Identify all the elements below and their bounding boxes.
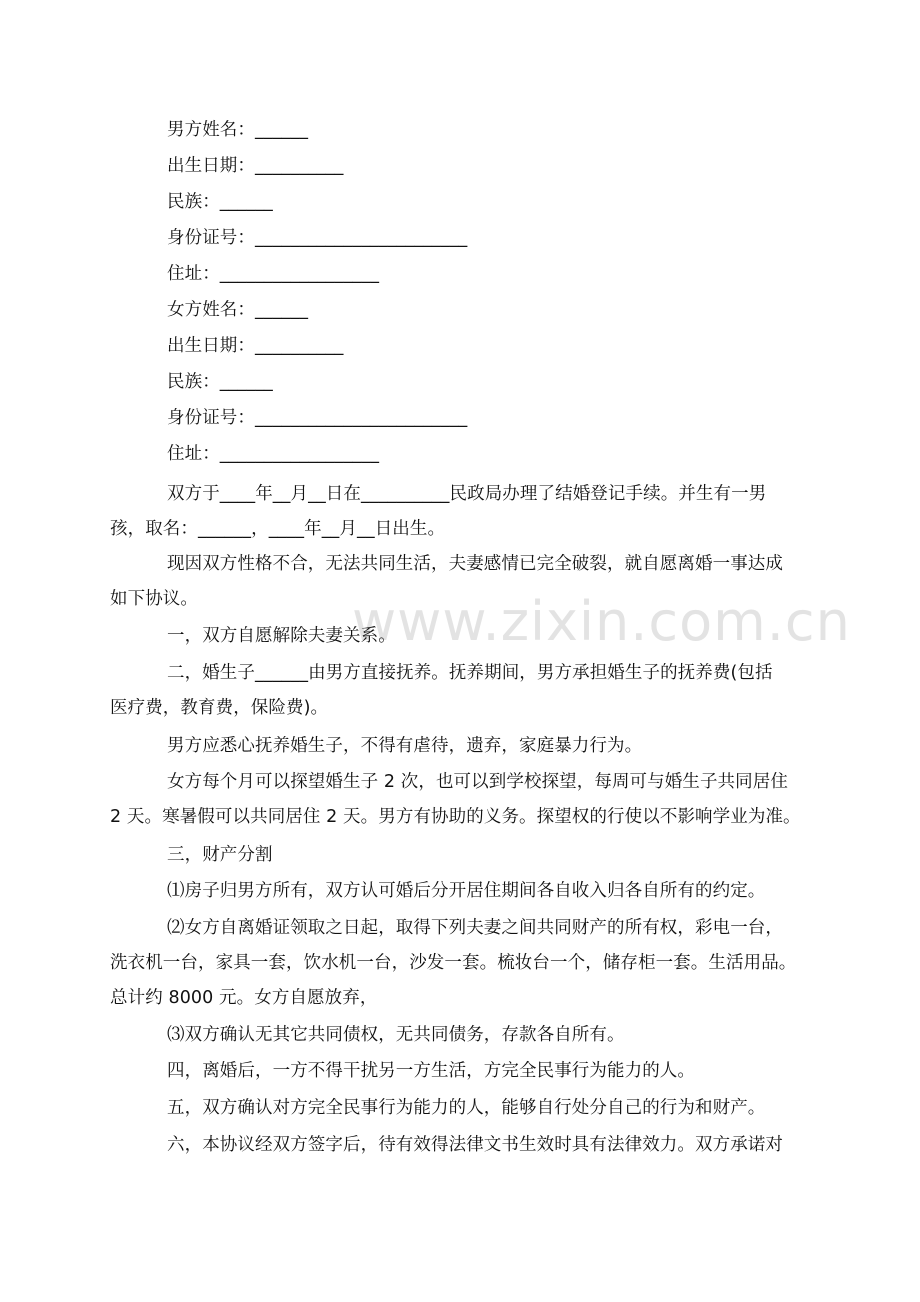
clause-6: 六，本协议经双方签字后，待有效得法律文书生效时具有法律效力。双方承诺对	[167, 1135, 783, 1155]
property-item-2: ⑵女方自离婚证领取之日起，取得下列夫妻之间共同财产的所有权，彩电一台，	[167, 918, 783, 938]
divorce-reason-paragraph: 现因双方性格不合，无法共同生活，夫妻感情已完全破裂，就自愿离婚一事达成	[167, 554, 783, 574]
groom-name-line: 男方姓名：______	[167, 120, 309, 140]
clause-1: 一，双方自愿解除夫妻关系。	[167, 626, 396, 646]
bride-ethnicity-line: 民族：______	[167, 372, 273, 392]
marriage-registration-paragraph: 双方于____年__月__日在__________民政局办理了结婚登记手续。并生有一男	[167, 484, 767, 504]
bride-id-number-line: 身份证号：________________________	[167, 408, 468, 428]
clause-5: 五，双方确认对方完全民事行为能力的人，能够自行处分自己的行为和财产。	[167, 1098, 766, 1118]
clause-2-cont: 医疗费，教育费，保险费)。	[110, 698, 329, 718]
groom-address-line: 住址：__________________	[167, 264, 380, 284]
bride-address-line: 住址：__________________	[167, 444, 380, 464]
clause-2: 二，婚生子______由男方直接抚养。抚养期间，男方承担婚生子的抚养费(包括	[167, 663, 773, 683]
groom-id-number-line: 身份证号：________________________	[167, 228, 468, 248]
visitation-paragraph: 女方每个月可以探望婚生子 2 次，也可以到学校探望，每周可与婚生子共同居住	[167, 772, 788, 792]
property-item-3: ⑶双方确认无其它共同债权，无共同债务，存款各自所有。	[167, 1025, 625, 1045]
clause-4: 四，离婚后，一方不得干扰另一方生活，方完全民事行为能力的人。	[167, 1061, 695, 1081]
property-item-2-cont-2: 总计约 8000 元。女方自愿放弃，	[110, 988, 378, 1008]
watermark: www.zixin.com.cn	[352, 590, 851, 653]
clause-3-heading: 三，财产分割	[167, 845, 273, 865]
property-item-2-cont: 洗衣机一台，家具一套，饮水机一台，沙发一套。梳妆台一个，储存柜一套。生活用品。	[110, 953, 797, 973]
groom-birthdate-line: 出生日期：__________	[167, 156, 344, 176]
custody-care-paragraph: 男方应悉心抚养婚生子，不得有虐待，遗弃，家庭暴力行为。	[167, 736, 643, 756]
property-item-1: ⑴房子归男方所有，双方认可婚后分开居住期间各自收入归各自所有的约定。	[167, 881, 766, 901]
bride-birthdate-line: 出生日期：__________	[167, 336, 344, 356]
marriage-registration-paragraph-cont: 孩，取名：______，____年__月__日出生。	[110, 519, 446, 539]
bride-name-line: 女方姓名：______	[167, 300, 309, 320]
divorce-reason-paragraph-cont: 如下协议。	[110, 589, 198, 609]
visitation-paragraph-cont: 2 天。寒暑假可以共同居住 2 天。男方有协助的义务。探望权的行使以不影响学业为准。	[110, 807, 801, 827]
groom-ethnicity-line: 民族：______	[167, 192, 273, 212]
